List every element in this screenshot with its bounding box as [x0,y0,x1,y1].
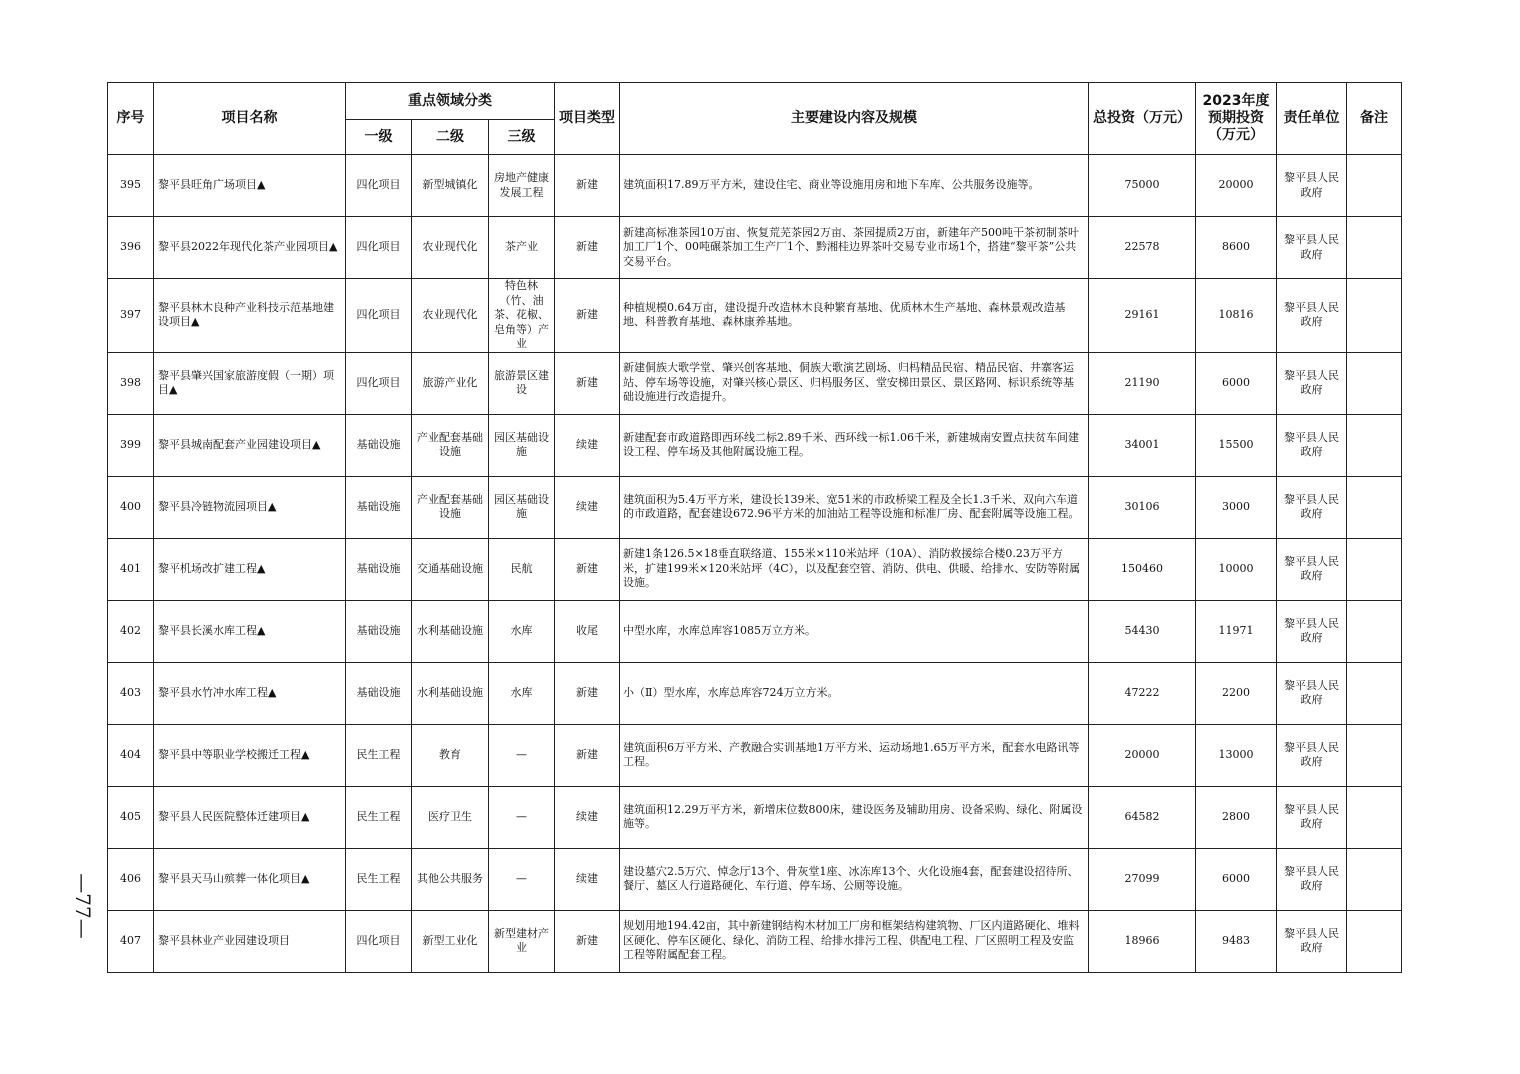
cell-level2: 产业配套基础设施 [412,414,489,476]
cell-content: 建筑面积为5.4万平方米，建设长139米、宽51米的市政桥梁工程及全长1.3千米、双向六车道的市政道路，配套建设672.96平方米的加油站工程等设施和标准厂房、配套附属等设施工程。 [620,476,1089,538]
cell-unit: 黎平县人民政府 [1277,476,1347,538]
table-row [108,910,1402,972]
table-row [108,155,1402,217]
cell-content: 建筑面积17.89万平方米，建设住宅、商业等设施用房和地下车库、公共服务设施等。 [620,155,1089,217]
page-number-text: —77— [71,873,95,939]
cell-remark [1347,662,1402,724]
cell-type: 续建 [555,848,620,910]
cell-type: 续建 [555,414,620,476]
header-level3: 三级 [489,120,555,155]
cell-invest2023: 10816 [1196,279,1277,353]
table-row [108,662,1402,724]
cell-unit: 黎平县人民政府 [1277,662,1347,724]
cell-name: 黎平县水竹冲水库工程▲ [154,662,346,724]
cell-content: 新建配套市政道路即西环线二标2.89千米、西环线一标1.06千米，新建城南安置点扶贫车间建设工程、停车场及其他附属设施工程。 [620,414,1089,476]
cell-invest2023: 2200 [1196,662,1277,724]
cell-level2: 水利基础设施 [412,662,489,724]
cell-invest2023: 9483 [1196,910,1277,972]
cell-seq: 407 [108,910,154,972]
cell-invest2023: 8600 [1196,217,1277,279]
cell-invest2023: 3000 [1196,476,1277,538]
cell-content: 新建1条126.5×18垂直联络道、155米×110米站坪（10A）、消防救援综合楼0.23万平方米，扩建199米×120米站坪（4C），以及配套空管、消防、供电、供暖、给排水、安防等附属设施。 [620,538,1089,600]
cell-total: 30106 [1089,476,1196,538]
cell-seq: 404 [108,724,154,786]
cell-name: 黎平县天马山殡葬一体化项目▲ [154,848,346,910]
table-row [108,476,1402,538]
cell-level1: 基础设施 [346,662,412,724]
cell-total: 21190 [1089,352,1196,414]
cell-invest2023: 13000 [1196,724,1277,786]
cell-seq: 399 [108,414,154,476]
cell-level2: 水利基础设施 [412,600,489,662]
cell-level3: 房地产健康发展工程 [489,155,555,217]
header-level2: 二级 [412,120,489,155]
cell-unit: 黎平县人民政府 [1277,538,1347,600]
cell-invest2023: 6000 [1196,848,1277,910]
cell-type: 新建 [555,538,620,600]
cell-remark [1347,848,1402,910]
cell-level3: 旅游景区建设 [489,352,555,414]
cell-content: 种植规模0.64万亩，建设提升改造林木良种繁育基地、优质林木生产基地、森林景观改造基地、科普教育基地、森林康养基地。 [620,279,1089,353]
header-remark: 备注 [1347,83,1402,155]
cell-name: 黎平县冷链物流园项目▲ [154,476,346,538]
cell-type: 新建 [555,662,620,724]
cell-level2: 旅游产业化 [412,352,489,414]
header-content: 主要建设内容及规模 [620,83,1089,155]
cell-total: 20000 [1089,724,1196,786]
cell-content: 规划用地194.42亩，其中新建钢结构木材加工厂房和框架结构建筑物、厂区内道路硬化、堆料区硬化、停车区硬化、绿化、消防工程、给排水排污工程、供配电工程、厂区照明工程及安监工程等附属配套工程。 [620,910,1089,972]
cell-type: 续建 [555,786,620,848]
cell-level2: 交通基础设施 [412,538,489,600]
cell-level3: 特色林（竹、油茶、花椒、皂角等）产业 [489,279,555,353]
cell-level1: 四化项目 [346,352,412,414]
cell-total: 29161 [1089,279,1196,353]
cell-seq: 401 [108,538,154,600]
table-row [108,538,1402,600]
cell-content: 新建高标准茶园10万亩、恢复荒芜茶园2万亩、茶园提质2万亩，新建年产500吨干茶初制茶叶加工厂1个、00吨碾茶加工生产厂1个、黔湘桂边界茶叶交易专业市场1个，搭建“黎平茶”公共交易平台。 [620,217,1089,279]
header-unit: 责任单位 [1277,83,1347,155]
cell-level3: — [489,848,555,910]
cell-remark [1347,538,1402,600]
cell-unit: 黎平县人民政府 [1277,786,1347,848]
cell-total: 22578 [1089,217,1196,279]
cell-level3: 园区基础设施 [489,414,555,476]
cell-invest2023: 20000 [1196,155,1277,217]
cell-remark [1347,352,1402,414]
cell-name: 黎平县长溪水库工程▲ [154,600,346,662]
cell-level1: 四化项目 [346,279,412,353]
cell-type: 收尾 [555,600,620,662]
table-body [108,155,1402,973]
cell-level2: 新型工业化 [412,910,489,972]
cell-remark [1347,414,1402,476]
cell-total: 64582 [1089,786,1196,848]
cell-unit: 黎平县人民政府 [1277,600,1347,662]
cell-name: 黎平县旺角广场项目▲ [154,155,346,217]
cell-invest2023: 15500 [1196,414,1277,476]
cell-level1: 民生工程 [346,724,412,786]
table-row [108,848,1402,910]
cell-level3: 水库 [489,600,555,662]
cell-unit: 黎平县人民政府 [1277,724,1347,786]
cell-seq: 396 [108,217,154,279]
cell-seq: 406 [108,848,154,910]
cell-seq: 400 [108,476,154,538]
cell-name: 黎平机场改扩建工程▲ [154,538,346,600]
cell-content: 建筑面积6万平方米、产教融合实训基地1万平方米、运动场地1.65万平方米，配套水电路讯等工程。 [620,724,1089,786]
cell-unit: 黎平县人民政府 [1277,279,1347,353]
cell-type: 新建 [555,352,620,414]
cell-name: 黎平县林木良种产业科技示范基地建设项目▲ [154,279,346,353]
cell-level1: 民生工程 [346,848,412,910]
cell-type: 新建 [555,724,620,786]
header-invest2023: 2023年度预期投资（万元） [1196,83,1277,155]
cell-seq: 405 [108,786,154,848]
cell-unit: 黎平县人民政府 [1277,910,1347,972]
cell-seq: 395 [108,155,154,217]
cell-type: 新建 [555,910,620,972]
header-seq: 序号 [108,83,154,155]
cell-name: 黎平县肇兴国家旅游度假（一期）项目▲ [154,352,346,414]
cell-remark [1347,217,1402,279]
cell-content: 小（Ⅱ）型水库，水库总库容724万立方米。 [620,662,1089,724]
table-row [108,352,1402,414]
cell-unit: 黎平县人民政府 [1277,155,1347,217]
cell-remark [1347,279,1402,353]
cell-level1: 基础设施 [346,600,412,662]
cell-name: 黎平县中等职业学校搬迁工程▲ [154,724,346,786]
cell-seq: 398 [108,352,154,414]
header-total: 总投资（万元） [1089,83,1196,155]
cell-level1: 四化项目 [346,217,412,279]
header-level1: 一级 [346,120,412,155]
cell-type: 新建 [555,279,620,353]
cell-level1: 基础设施 [346,414,412,476]
cell-name: 黎平县2022年现代化茶产业园项目▲ [154,217,346,279]
cell-level2: 农业现代化 [412,279,489,353]
cell-content: 中型水库，水库总库容1085万立方米。 [620,600,1089,662]
cell-remark [1347,155,1402,217]
cell-level2: 医疗卫生 [412,786,489,848]
cell-seq: 403 [108,662,154,724]
cell-total: 54430 [1089,600,1196,662]
cell-level1: 四化项目 [346,910,412,972]
cell-total: 34001 [1089,414,1196,476]
cell-remark [1347,724,1402,786]
project-table [107,82,1402,973]
cell-remark [1347,600,1402,662]
cell-name: 黎平县人民医院整体迁建项目▲ [154,786,346,848]
cell-type: 续建 [555,476,620,538]
cell-unit: 黎平县人民政府 [1277,848,1347,910]
cell-name: 黎平县林业产业园建设项目 [154,910,346,972]
cell-unit: 黎平县人民政府 [1277,217,1347,279]
cell-level2: 新型城镇化 [412,155,489,217]
table-row [108,600,1402,662]
cell-level1: 基础设施 [346,476,412,538]
project-table-sheet [107,82,1401,973]
cell-total: 18966 [1089,910,1196,972]
cell-level3: 水库 [489,662,555,724]
cell-level1: 四化项目 [346,155,412,217]
cell-level2: 农业现代化 [412,217,489,279]
cell-level3: 民航 [489,538,555,600]
cell-level2: 产业配套基础设施 [412,476,489,538]
cell-total: 47222 [1089,662,1196,724]
cell-invest2023: 10000 [1196,538,1277,600]
cell-type: 新建 [555,217,620,279]
table-row [108,414,1402,476]
cell-content: 新建侗族大歌学堂、肇兴创客基地、侗族大歌演艺剧场、归杩精品民宿、精品民宿、井寨客运站、停车场等设施，对肇兴核心景区、归杩服务区、堂安梯田景区、景区路网、标识系统等基础设施进行改造提升。 [620,352,1089,414]
cell-unit: 黎平县人民政府 [1277,352,1347,414]
cell-invest2023: 11971 [1196,600,1277,662]
cell-level1: 民生工程 [346,786,412,848]
cell-remark [1347,910,1402,972]
cell-level1: 基础设施 [346,538,412,600]
cell-seq: 397 [108,279,154,353]
cell-remark [1347,786,1402,848]
cell-unit: 黎平县人民政府 [1277,414,1347,476]
cell-total: 27099 [1089,848,1196,910]
header-domain: 重点领域分类 [346,83,555,120]
cell-content: 建筑面积12.29万平方米，新增床位数800床，建设医务及辅助用房、设备采购、绿化、附属设施等。 [620,786,1089,848]
cell-level2: 教育 [412,724,489,786]
table-row [108,217,1402,279]
page-number [72,866,94,946]
cell-name: 黎平县城南配套产业园建设项目▲ [154,414,346,476]
cell-total: 150460 [1089,538,1196,600]
table-row [108,279,1402,353]
header-type: 项目类型 [555,83,620,155]
cell-remark [1347,476,1402,538]
table-row [108,786,1402,848]
table-row [108,724,1402,786]
cell-invest2023: 6000 [1196,352,1277,414]
cell-type: 新建 [555,155,620,217]
cell-seq: 402 [108,600,154,662]
cell-level3: — [489,724,555,786]
cell-level3: 园区基础设施 [489,476,555,538]
cell-invest2023: 2800 [1196,786,1277,848]
cell-level3: — [489,786,555,848]
cell-level3: 新型建材产业 [489,910,555,972]
header-name: 项目名称 [154,83,346,155]
cell-content: 建设墓穴2.5万穴、悼念厅13个、骨灰堂1座、冰冻库13个、火化设施4套，配套建设招待所、餐厅、墓区人行道路硬化、车行道、停车场、公厕等设施。 [620,848,1089,910]
cell-level3: 茶产业 [489,217,555,279]
cell-total: 75000 [1089,155,1196,217]
cell-level2: 其他公共服务 [412,848,489,910]
